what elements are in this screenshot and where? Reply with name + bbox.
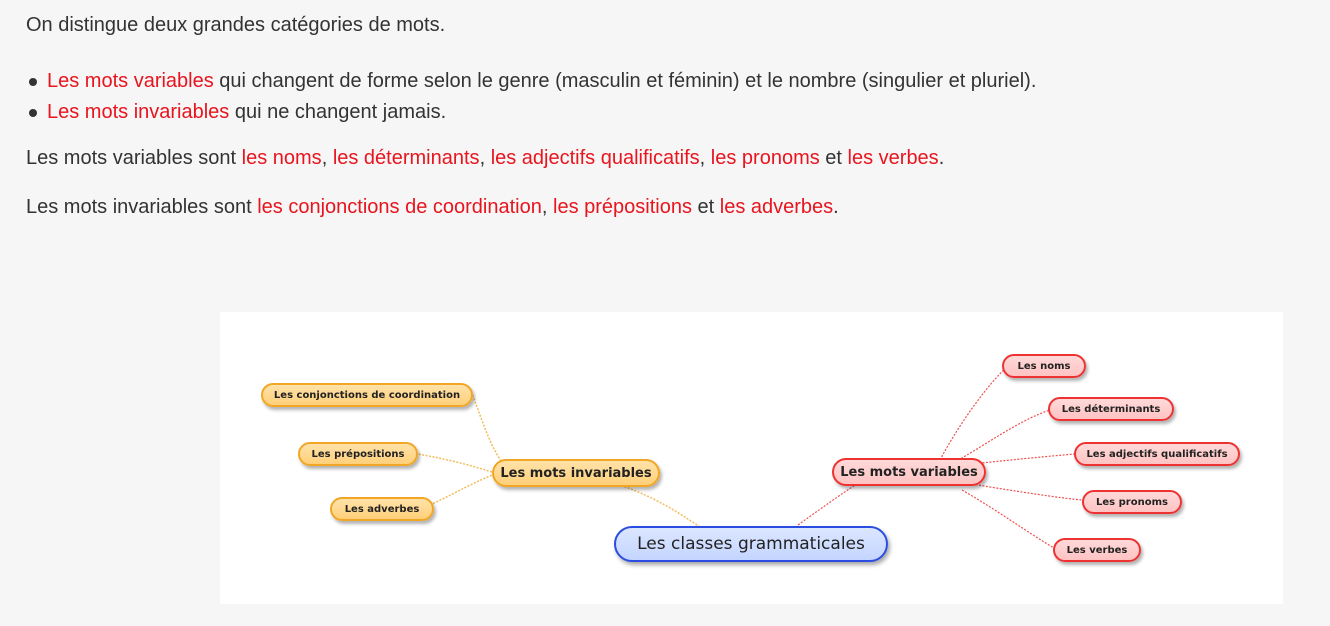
term-invariables: Les mots invariables <box>47 101 230 123</box>
connector-root-variables <box>798 482 860 525</box>
period: . <box>833 196 839 218</box>
term-noms: les noms <box>241 147 322 169</box>
node-determinants: Les déterminants <box>1048 397 1174 421</box>
bullet-icon <box>29 109 37 117</box>
node-adjectifs: Les adjectifs qualificatifs <box>1074 442 1240 466</box>
list-item-text: qui changent de forme selon le genre (masculin et féminin) et le nombre (singulier et pluriel). <box>213 70 1037 92</box>
term-verbes: les verbes <box>847 147 939 169</box>
connector-adverbes <box>432 474 495 504</box>
node-pronoms: Les pronoms <box>1082 490 1182 514</box>
period: . <box>938 147 945 169</box>
node-prepositions: Les prépositions <box>298 442 418 466</box>
term-determinants: les déterminants <box>332 147 480 169</box>
separator: , <box>541 196 553 218</box>
sentence-lead: Les mots invariables sont <box>26 196 258 218</box>
connector-noms <box>940 368 1006 460</box>
conjunction: et <box>691 196 720 218</box>
connector-adjectifs <box>972 454 1075 464</box>
invariables-paragraph <box>26 195 839 219</box>
connector-verbes <box>962 490 1054 548</box>
variables-paragraph <box>26 146 944 170</box>
node-verbes: Les verbes <box>1053 538 1141 562</box>
term-prepositions: les prépositions <box>553 196 692 218</box>
category-list <box>26 66 1036 128</box>
node-mots-variables: Les mots variables <box>832 458 986 486</box>
conjunction: et <box>819 147 848 169</box>
separator: , <box>321 147 333 169</box>
node-conjonctions: Les conjonctions de coordination <box>261 383 473 407</box>
bullet-icon <box>29 78 37 86</box>
mindmap-diagram <box>220 312 1283 604</box>
connector-pronoms <box>972 484 1082 500</box>
root-node: Les classes grammaticales <box>614 526 888 562</box>
connector-prepositions <box>418 454 492 472</box>
list-item-text: qui ne changent jamais. <box>229 101 447 123</box>
term-adverbes: les adverbes <box>719 196 834 218</box>
sentence-lead: Les mots variables sont <box>26 147 242 169</box>
separator: , <box>479 147 491 169</box>
list-item <box>26 97 1036 128</box>
term-pronoms: les pronoms <box>710 147 820 169</box>
term-conjonctions: les conjonctions de coordination <box>257 196 542 218</box>
list-item <box>26 66 1036 97</box>
term-adjectifs: les adjectifs qualificatifs <box>490 147 700 169</box>
intro-paragraph: On distingue deux grandes catégories de mots. <box>26 14 446 36</box>
connector-determinants <box>955 410 1050 462</box>
node-noms: Les noms <box>1002 354 1086 378</box>
separator: , <box>699 147 711 169</box>
term-variables: Les mots variables <box>47 70 214 92</box>
node-adverbes: Les adverbes <box>330 497 434 521</box>
node-mots-invariables: Les mots invariables <box>492 459 660 487</box>
